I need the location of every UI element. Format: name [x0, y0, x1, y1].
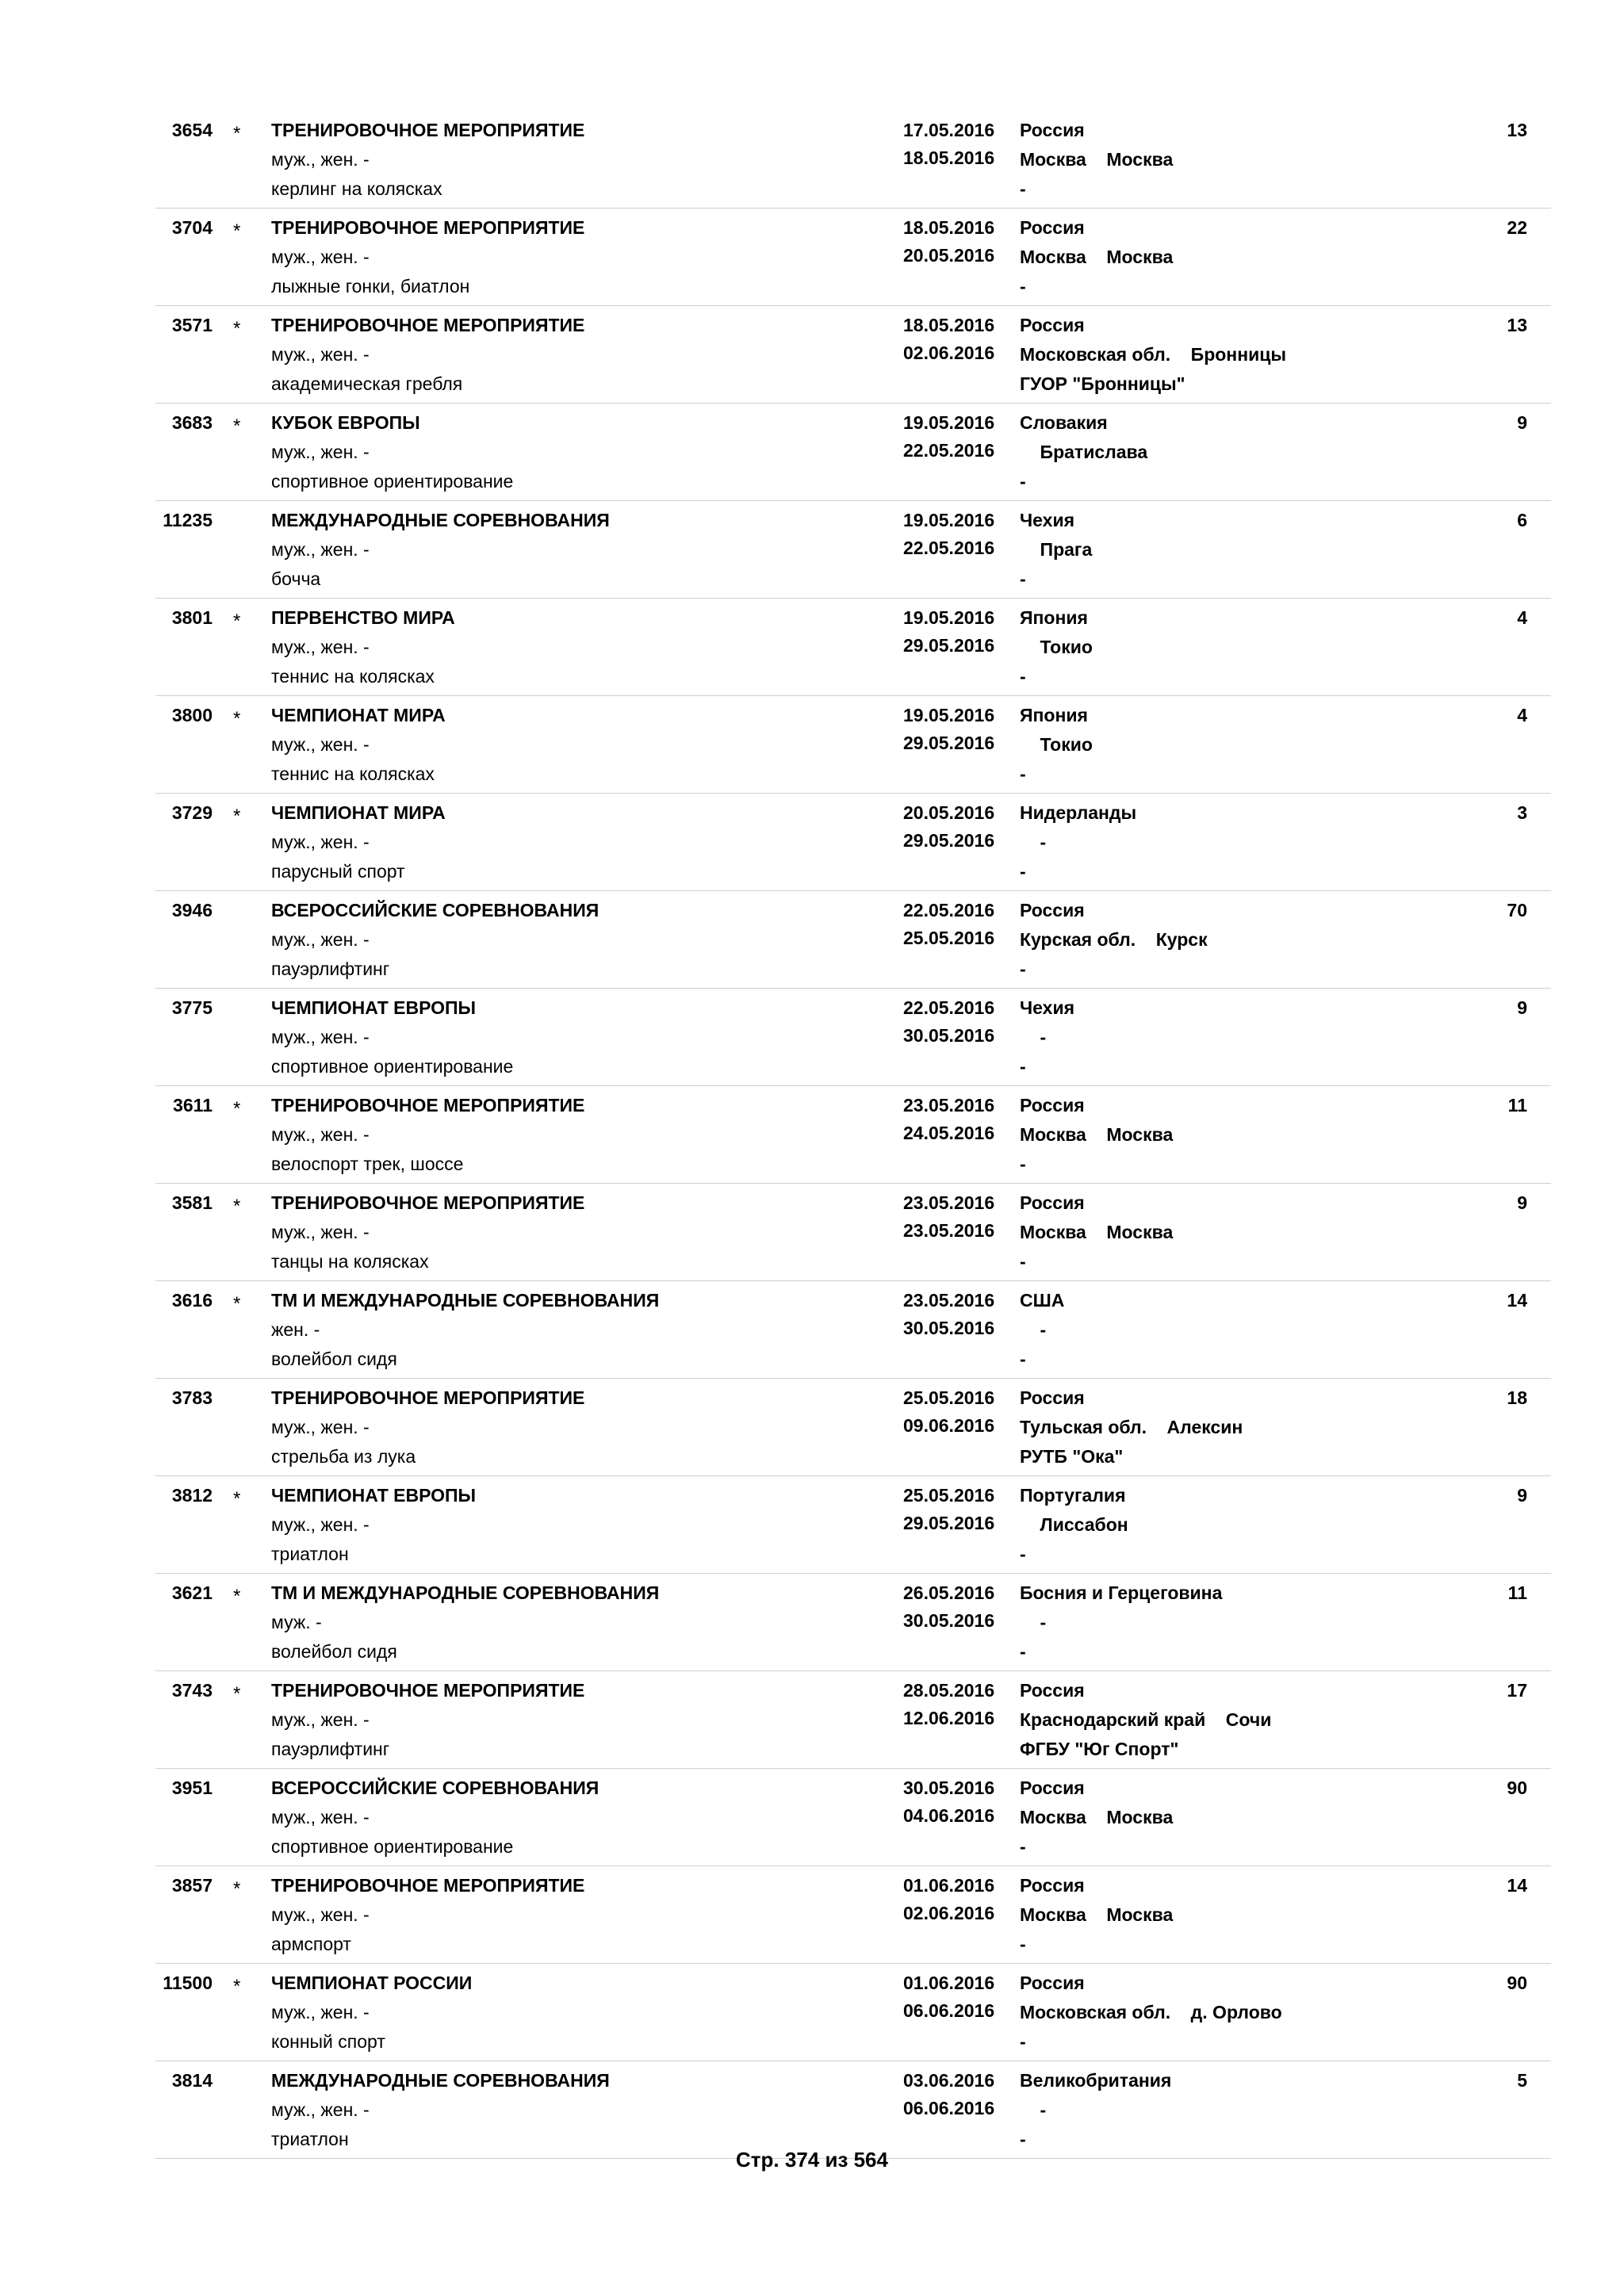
end-date: 06.06.2016	[903, 2000, 995, 2021]
event-country: Россия	[1020, 1777, 1085, 1798]
sport-discipline: конный спорт	[271, 2031, 385, 2052]
event-venue: -	[1020, 568, 1026, 589]
sport-discipline: волейбол сидя	[271, 1641, 397, 1662]
sport-discipline: триатлон	[271, 2129, 349, 2149]
event-title: ЧЕМПИОНАТ ЕВРОПЫ	[271, 1485, 477, 1506]
event-venue: -	[1020, 1251, 1026, 1272]
event-venue: ФГБУ "Юг Спорт"	[1020, 1739, 1179, 1759]
event-row	[155, 501, 1551, 599]
event-row	[155, 111, 1551, 209]
priority-mark: *	[233, 806, 241, 827]
end-date: 23.05.2016	[903, 1220, 995, 1241]
event-row	[155, 1866, 1551, 1964]
participant-count: 13	[1507, 315, 1527, 335]
start-date: 01.06.2016	[903, 1875, 995, 1896]
event-city: Краснодарский край Сочи	[1020, 1709, 1272, 1730]
event-id: 3704	[171, 217, 213, 238]
sport-discipline: лыжные гонки, биатлон	[271, 276, 470, 297]
participant-count: 9	[1517, 412, 1527, 433]
start-date: 19.05.2016	[903, 510, 995, 530]
event-id: 3946	[171, 900, 213, 920]
sport-discipline: триатлон	[271, 1544, 349, 1564]
participant-count: 14	[1507, 1290, 1527, 1311]
participant-gender: муж., жен. -	[271, 2099, 370, 2120]
participant-count: 6	[1517, 510, 1527, 530]
participant-gender: муж., жен. -	[271, 442, 370, 462]
start-date: 23.05.2016	[903, 1290, 995, 1311]
event-title: КУБОК ЕВРОПЫ	[271, 412, 420, 433]
event-row	[155, 1184, 1551, 1281]
sport-discipline: пауэрлифтинг	[271, 959, 390, 979]
participant-count: 18	[1507, 1387, 1527, 1408]
event-row	[155, 1476, 1551, 1574]
participant-count: 3	[1517, 802, 1527, 823]
participant-count: 70	[1507, 900, 1527, 920]
sport-discipline: спортивное ориентирование	[271, 1836, 514, 1857]
event-title: ТРЕНИРОВОЧНОЕ МЕРОПРИЯТИЕ	[271, 1095, 585, 1115]
event-row	[155, 1671, 1551, 1769]
event-venue: -	[1020, 2031, 1026, 2052]
event-city: Московская обл. д. Орлово	[1020, 2002, 1282, 2022]
priority-mark: *	[233, 708, 241, 729]
participant-gender: муж. -	[271, 1612, 322, 1632]
priority-mark: *	[233, 220, 241, 242]
event-country: Россия	[1020, 1973, 1085, 1993]
event-row	[155, 599, 1551, 696]
event-country: Босния и Герцеговина	[1020, 1582, 1223, 1603]
event-country: Россия	[1020, 1192, 1085, 1213]
participant-count: 9	[1517, 997, 1527, 1018]
end-date: 30.05.2016	[903, 1318, 995, 1338]
end-date: 29.05.2016	[903, 733, 995, 753]
event-city: Москва Москва	[1020, 247, 1174, 267]
participant-gender: жен. -	[271, 1319, 320, 1340]
event-city: -	[1020, 2099, 1047, 2120]
participant-gender: муж., жен. -	[271, 1709, 370, 1730]
participant-count: 17	[1507, 1680, 1527, 1701]
event-country: Россия	[1020, 900, 1085, 920]
event-id: 3814	[171, 2070, 213, 2091]
sport-discipline: керлинг на колясках	[271, 178, 442, 199]
priority-mark: *	[233, 1683, 241, 1705]
priority-mark: *	[233, 123, 241, 144]
event-row	[155, 1769, 1551, 1866]
event-venue: -	[1020, 861, 1026, 882]
event-city: Москва Москва	[1020, 1807, 1174, 1827]
event-row	[155, 2061, 1551, 2159]
event-city: Москва Москва	[1020, 149, 1174, 170]
participant-count: 11	[1507, 1095, 1527, 1115]
start-date: 25.05.2016	[903, 1387, 995, 1408]
start-date: 19.05.2016	[903, 412, 995, 433]
sport-discipline: бочча	[271, 568, 321, 589]
start-date: 18.05.2016	[903, 315, 995, 335]
sport-discipline: армспорт	[271, 1934, 351, 1954]
participant-gender: муж., жен. -	[271, 149, 370, 170]
event-title: ТМ И МЕЖДУНАРОДНЫЕ СОРЕВНОВАНИЯ	[271, 1290, 660, 1311]
start-date: 19.05.2016	[903, 705, 995, 725]
end-date: 29.05.2016	[903, 830, 995, 851]
participant-count: 90	[1507, 1973, 1527, 1993]
participant-gender: муж., жен. -	[271, 1807, 370, 1827]
start-date: 22.05.2016	[903, 997, 995, 1018]
event-country: Чехия	[1020, 997, 1074, 1018]
event-row	[155, 1574, 1551, 1671]
end-date: 22.05.2016	[903, 538, 995, 558]
event-venue: -	[1020, 959, 1026, 979]
participant-gender: муж., жен. -	[271, 1417, 370, 1437]
event-city: -	[1020, 1319, 1047, 1340]
event-id: 3783	[171, 1387, 213, 1408]
priority-mark: *	[233, 1488, 241, 1510]
start-date: 23.05.2016	[903, 1095, 995, 1115]
participant-gender: муж., жен. -	[271, 1904, 370, 1925]
priority-mark: *	[233, 415, 241, 437]
event-venue: -	[1020, 763, 1026, 784]
event-title: ВСЕРОССИЙСКИЕ СОРЕВНОВАНИЯ	[271, 1777, 599, 1798]
event-city: -	[1020, 1612, 1047, 1632]
end-date: 22.05.2016	[903, 440, 995, 461]
event-id: 11235	[163, 510, 213, 530]
event-country: США	[1020, 1290, 1065, 1311]
event-venue: -	[1020, 666, 1026, 687]
start-date: 20.05.2016	[903, 802, 995, 823]
end-date: 30.05.2016	[903, 1610, 995, 1631]
end-date: 09.06.2016	[903, 1415, 995, 1436]
sport-discipline: академическая гребля	[271, 373, 463, 394]
participant-gender: муж., жен. -	[271, 734, 370, 755]
event-city: Лиссабон	[1020, 1514, 1128, 1535]
event-title: МЕЖДУНАРОДНЫЕ СОРЕВНОВАНИЯ	[271, 2070, 610, 2091]
event-id: 11500	[163, 1973, 213, 1993]
event-city: Московская обл. Бронницы	[1020, 344, 1287, 365]
event-id: 3743	[171, 1680, 213, 1701]
sport-discipline: танцы на колясках	[271, 1251, 429, 1272]
event-venue: -	[1020, 178, 1026, 199]
priority-mark: *	[233, 1586, 241, 1607]
event-country: Япония	[1020, 705, 1088, 725]
participant-gender: муж., жен. -	[271, 1124, 370, 1145]
event-id: 3611	[173, 1095, 213, 1115]
event-title: ТРЕНИРОВОЧНОЕ МЕРОПРИЯТИЕ	[271, 1680, 585, 1701]
event-id: 3951	[171, 1777, 213, 1798]
event-venue: -	[1020, 1641, 1026, 1662]
event-venue: ГУОР "Бронницы"	[1020, 373, 1185, 394]
sport-discipline: пауэрлифтинг	[271, 1739, 390, 1759]
event-id: 3571	[171, 315, 213, 335]
event-id: 3621	[171, 1582, 213, 1603]
event-row	[155, 1379, 1551, 1476]
event-city: Братислава	[1020, 442, 1148, 462]
start-date: 22.05.2016	[903, 900, 995, 920]
participant-gender: муж., жен. -	[271, 832, 370, 852]
event-venue: -	[1020, 1544, 1026, 1564]
event-row	[155, 696, 1551, 794]
participant-count: 90	[1507, 1777, 1527, 1798]
participant-gender: муж., жен. -	[271, 1222, 370, 1242]
event-id: 3683	[171, 412, 213, 433]
event-row	[155, 306, 1551, 404]
event-country: Чехия	[1020, 510, 1074, 530]
participant-count: 11	[1507, 1582, 1527, 1603]
priority-mark: *	[233, 610, 241, 632]
start-date: 17.05.2016	[903, 120, 995, 140]
event-title: ТРЕНИРОВОЧНОЕ МЕРОПРИЯТИЕ	[271, 1192, 585, 1213]
event-city: Прага	[1020, 539, 1093, 560]
event-country: Россия	[1020, 1680, 1085, 1701]
event-id: 3857	[171, 1875, 213, 1896]
priority-mark: *	[233, 1976, 241, 1997]
event-id: 3654	[171, 120, 213, 140]
event-country: Великобритания	[1020, 2070, 1172, 2091]
event-country: Россия	[1020, 315, 1085, 335]
priority-mark: *	[233, 1293, 241, 1314]
event-city: -	[1020, 1027, 1047, 1047]
end-date: 12.06.2016	[903, 1708, 995, 1728]
start-date: 23.05.2016	[903, 1192, 995, 1213]
end-date: 29.05.2016	[903, 1513, 995, 1533]
event-city: Курская обл. Курск	[1020, 929, 1208, 950]
event-venue: -	[1020, 1056, 1026, 1077]
end-date: 04.06.2016	[903, 1805, 995, 1826]
end-date: 20.05.2016	[903, 245, 995, 266]
event-id: 3581	[171, 1192, 213, 1213]
participant-gender: муж., жен. -	[271, 344, 370, 365]
event-list	[155, 111, 1551, 2159]
end-date: 18.05.2016	[903, 147, 995, 168]
event-row	[155, 1964, 1551, 2061]
priority-mark: *	[233, 1196, 241, 1217]
priority-mark: *	[233, 1878, 241, 1900]
participant-count: 9	[1517, 1192, 1527, 1213]
participant-count: 9	[1517, 1485, 1527, 1506]
event-city: -	[1020, 832, 1047, 852]
event-row	[155, 209, 1551, 306]
sport-discipline: спортивное ориентирование	[271, 1056, 514, 1077]
event-city: Москва Москва	[1020, 1904, 1174, 1925]
event-title: ТРЕНИРОВОЧНОЕ МЕРОПРИЯТИЕ	[271, 120, 585, 140]
event-title: ТРЕНИРОВОЧНОЕ МЕРОПРИЯТИЕ	[271, 1387, 585, 1408]
end-date: 29.05.2016	[903, 635, 995, 656]
event-title: ЧЕМПИОНАТ РОССИИ	[271, 1973, 473, 1993]
event-country: Россия	[1020, 120, 1085, 140]
event-title: ТРЕНИРОВОЧНОЕ МЕРОПРИЯТИЕ	[271, 1875, 585, 1896]
participant-count: 14	[1507, 1875, 1527, 1896]
event-id: 3616	[171, 1290, 213, 1311]
priority-mark: *	[233, 318, 241, 339]
event-row	[155, 1086, 1551, 1184]
participant-gender: муж., жен. -	[271, 2002, 370, 2022]
start-date: 28.05.2016	[903, 1680, 995, 1701]
event-row	[155, 891, 1551, 989]
sport-discipline: теннис на колясках	[271, 763, 435, 784]
event-title: ТМ И МЕЖДУНАРОДНЫЕ СОРЕВНОВАНИЯ	[271, 1582, 660, 1603]
event-city: Токио	[1020, 637, 1093, 657]
event-venue: -	[1020, 276, 1026, 297]
event-id: 3812	[171, 1485, 213, 1506]
start-date: 25.05.2016	[903, 1485, 995, 1506]
event-title: МЕЖДУНАРОДНЫЕ СОРЕВНОВАНИЯ	[271, 510, 610, 530]
event-id: 3775	[171, 997, 213, 1018]
event-row	[155, 404, 1551, 501]
event-id: 3729	[171, 802, 213, 823]
participant-gender: муж., жен. -	[271, 1514, 370, 1535]
start-date: 18.05.2016	[903, 217, 995, 238]
sport-discipline: велоспорт трек, шоссе	[271, 1154, 464, 1174]
event-city: Токио	[1020, 734, 1093, 755]
event-id: 3801	[171, 607, 213, 628]
sport-discipline: парусный спорт	[271, 861, 405, 882]
priority-mark: *	[233, 1098, 241, 1119]
sport-discipline: теннис на колясках	[271, 666, 435, 687]
sport-discipline: волейбол сидя	[271, 1349, 397, 1369]
event-title: ТРЕНИРОВОЧНОЕ МЕРОПРИЯТИЕ	[271, 315, 585, 335]
event-title: ТРЕНИРОВОЧНОЕ МЕРОПРИЯТИЕ	[271, 217, 585, 238]
event-title: ЧЕМПИОНАТ МИРА	[271, 802, 446, 823]
event-country: Россия	[1020, 1095, 1085, 1115]
participant-gender: муж., жен. -	[271, 247, 370, 267]
sport-discipline: стрельба из лука	[271, 1446, 416, 1467]
sport-discipline: спортивное ориентирование	[271, 471, 514, 492]
participant-gender: муж., жен. -	[271, 929, 370, 950]
event-country: Россия	[1020, 1875, 1085, 1896]
event-venue: -	[1020, 2129, 1026, 2149]
event-venue: -	[1020, 1154, 1026, 1174]
event-city: Москва Москва	[1020, 1124, 1174, 1145]
end-date: 06.06.2016	[903, 2098, 995, 2118]
event-country: Нидерланды	[1020, 802, 1137, 823]
event-venue: -	[1020, 471, 1026, 492]
event-country: Португалия	[1020, 1485, 1126, 1506]
event-row	[155, 989, 1551, 1086]
end-date: 02.06.2016	[903, 342, 995, 363]
event-row	[155, 1281, 1551, 1379]
event-title: ЧЕМПИОНАТ ЕВРОПЫ	[271, 997, 477, 1018]
event-country: Россия	[1020, 1387, 1085, 1408]
event-title: ВСЕРОССИЙСКИЕ СОРЕВНОВАНИЯ	[271, 900, 599, 920]
event-venue: РУТБ "Ока"	[1020, 1446, 1124, 1467]
start-date: 01.06.2016	[903, 1973, 995, 1993]
participant-count: 4	[1517, 607, 1527, 628]
start-date: 19.05.2016	[903, 607, 995, 628]
participant-count: 22	[1507, 217, 1527, 238]
participant-count: 13	[1507, 120, 1527, 140]
start-date: 30.05.2016	[903, 1777, 995, 1798]
start-date: 03.06.2016	[903, 2070, 995, 2091]
event-row	[155, 794, 1551, 891]
participant-gender: муж., жен. -	[271, 1027, 370, 1047]
event-venue: -	[1020, 1934, 1026, 1954]
event-title: ЧЕМПИОНАТ МИРА	[271, 705, 446, 725]
end-date: 30.05.2016	[903, 1025, 995, 1046]
event-id: 3800	[171, 705, 213, 725]
event-country: Япония	[1020, 607, 1088, 628]
participant-gender: муж., жен. -	[271, 539, 370, 560]
participant-gender: муж., жен. -	[271, 637, 370, 657]
event-city: Москва Москва	[1020, 1222, 1174, 1242]
event-venue: -	[1020, 1349, 1026, 1369]
end-date: 24.05.2016	[903, 1123, 995, 1143]
participant-count: 5	[1517, 2070, 1527, 2091]
event-city: Тульская обл. Алексин	[1020, 1417, 1243, 1437]
event-country: Россия	[1020, 217, 1085, 238]
end-date: 02.06.2016	[903, 1903, 995, 1923]
event-country: Словакия	[1020, 412, 1108, 433]
page-number: Стр. 374 из 564	[736, 2148, 888, 2172]
start-date: 26.05.2016	[903, 1582, 995, 1603]
participant-count: 4	[1517, 705, 1527, 725]
event-venue: -	[1020, 1836, 1026, 1857]
end-date: 25.05.2016	[903, 928, 995, 948]
event-title: ПЕРВЕНСТВО МИРА	[271, 607, 455, 628]
